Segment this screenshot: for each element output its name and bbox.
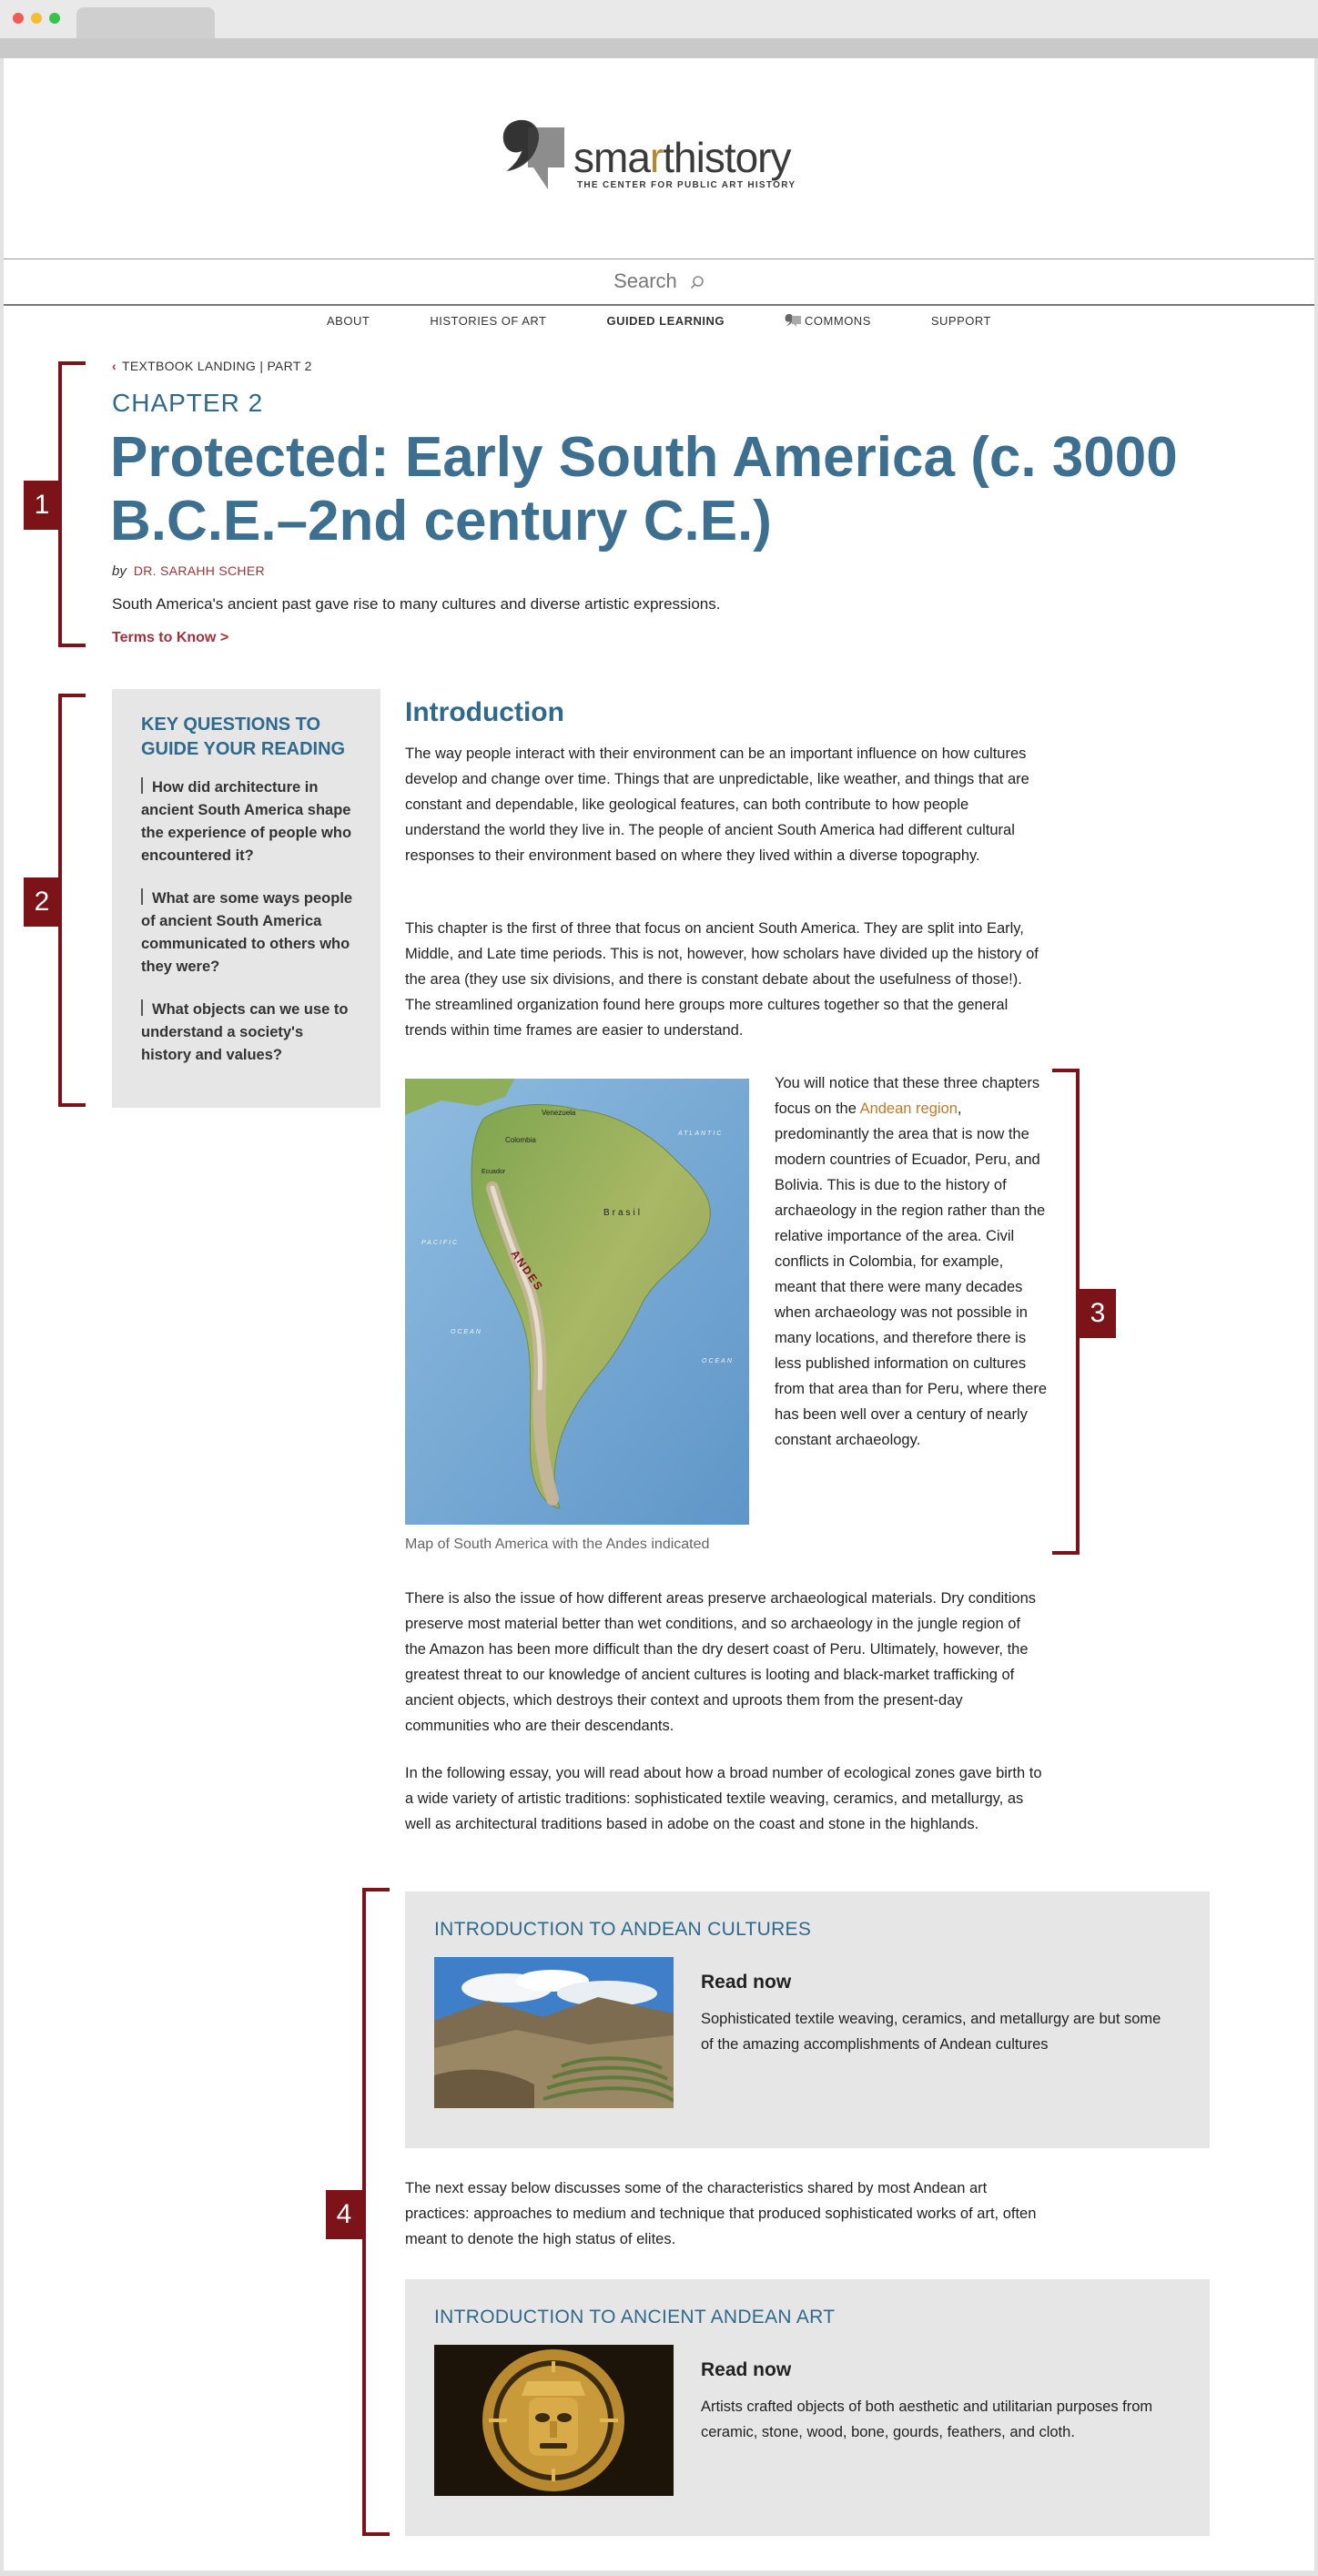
golden-mask-image[interactable]: [434, 2345, 674, 2496]
frame-border-right: [1314, 58, 1318, 2576]
browser-tab[interactable]: [76, 7, 215, 38]
site-logo[interactable]: [501, 118, 819, 200]
nav-item-support[interactable]: SUPPORT: [930, 314, 991, 328]
map-label-venezuela: Venezuela: [542, 1109, 576, 1117]
map-label-andes: ANDES: [508, 1247, 546, 1294]
section-heading-introduction: Introduction: [405, 697, 564, 727]
close-window-icon[interactable]: [13, 13, 24, 24]
map-label-atlantic: ATLANTIC: [678, 1131, 724, 1137]
article-paragraph-5: In the following essay, you will read about how a broad number of ecological zones gave birth to a wide variety of artistic traditions: sophisticated textile weaving, ceramics, and metallurgy, as well as architectural traditions based in adobe on the coast and stone in the highlands.: [405, 1765, 1042, 1832]
key-question-item: What objects can we use to understand a society's history and values?: [141, 1001, 349, 1063]
article-paragraph-2: This chapter is the first of three that focus on ancient South America. They are split into Early, Middle, and Late time periods. This is not, however, how scholars have divided up the history of the area (they use six divisions, and there is constant debate about the usefulness of those!). The streamlined organization found here groups more cultures together so that the general trends within time frames are easier to understand.: [405, 920, 1039, 1039]
annotation-marker-3: 3: [1080, 1289, 1116, 1338]
key-questions-title: KEY QUESTIONS TO GUIDE YOUR READING: [141, 715, 346, 759]
search-bar[interactable]: [0, 269, 1318, 293]
key-question-item: What are some ways people of ancient South America communicated to others who they were?: [141, 890, 353, 975]
key-question-item: How did architecture in ancient South America shape the experience of people who encountered it?: [141, 779, 352, 864]
card-description: Sophisticated textile weaving, ceramics, and metallurgy are but some of the amazing accomplishments of Andean cultures: [701, 2011, 1161, 2053]
andean-terraces-image[interactable]: [434, 1957, 674, 2108]
search-divider-bottom: [4, 304, 1314, 306]
quote-bar-icon: [141, 777, 143, 794]
article-paragraph-4: There is also the issue of how different areas preserve archaeological materials. Dry conditions preserve most material better than wet conditions, and so archaeology in the jungle region of the Amazon has been more difficult than the dry desert coast of Peru. Ultimately, however, the greatest threat to our knowledge of ancient cultures is looting and black-market trafficking of ancient objects, which destroys their context and uproots them from the present-day communities who are their descendants.: [405, 1590, 1037, 1734]
nav-item-commons-label: COMMONS: [805, 314, 871, 328]
andean-region-link[interactable]: Andean region: [859, 1100, 958, 1117]
byline-prefix: by: [112, 563, 127, 579]
speech-bubble-logo-icon: [501, 118, 566, 193]
map-caption: Map of South America with the Andes indicated: [405, 1536, 710, 1552]
frame-border-bottom: [0, 2571, 1318, 2576]
map-label-colombia: Colombia: [505, 1136, 536, 1144]
annotation-marker-2: 2: [24, 877, 60, 927]
nav-item-about[interactable]: ABOUT: [327, 314, 370, 328]
annotation-bracket-3: [1052, 1069, 1080, 1555]
terms-to-know-link[interactable]: Terms to Know >: [112, 630, 229, 645]
logo-tagline: THE CENTER FOR PUBLIC ART HISTORY: [577, 180, 796, 190]
map-label-pacific: PACIFIC: [421, 1240, 460, 1246]
frame-border-left: [0, 58, 4, 2576]
quote-bar-icon: [141, 999, 143, 1016]
key-questions-box: [112, 689, 380, 1108]
chapter-summary: South America's ancient past gave rise to many cultures and diverse artistic expressions.: [112, 595, 721, 613]
card-title[interactable]: INTRODUCTION TO ANDEAN CULTURES: [434, 1919, 812, 1940]
article-paragraph-6: The next essay below discusses some of the characteristics shared by most Andean art practices: approaches to medium and technique that produced sophisticated works of art, often meant to denote the high status of elites.: [405, 2180, 1037, 2247]
annotation-marker-1: 1: [24, 481, 60, 530]
annotation-bracket-2: [58, 694, 86, 1107]
browser-chrome: [0, 0, 1318, 58]
south-america-map[interactable]: [405, 1079, 749, 1525]
map-label-ecuador: Ecuador: [482, 1169, 506, 1175]
card-description: Artists crafted objects of both aesthetic and utilitarian purposes from ceramic, stone, wood, bone, gourds, feathers, and cloth.: [701, 2399, 1153, 2440]
article-paragraph-1: The way people interact with their environment can be an important influence on how cultures develop and change over time. Things that are unpredictable, like weather, and things that are constant and dependable, like geological features, can both contribute to how people understand the world they live in. The people of ancient South America had different cultural responses to their environment based on where they lived within a diverse topography.: [405, 745, 1029, 864]
article-paragraph-3: You will notice that these three chapters focus on the Andean region, predominantly the area that is now the modern countries of Ecuador, Peru, and Bolivia. This is due to the history of archaeology in the region rather than the relative importance of the area. Civil conflicts in Colombia, for example, meant that there were many decades when archaeology was not possible in many locations, and therefore there is less published information on cultures from that area than for Peru, where there has been well over a century of nearly constant archaeology.: [775, 1075, 1047, 1448]
annotation-marker-4: 4: [326, 2190, 362, 2239]
quote-bar-icon: [141, 888, 143, 905]
read-now-label[interactable]: Read now: [701, 1972, 792, 1993]
nav-item-commons[interactable]: [755, 314, 901, 328]
byline: [112, 563, 265, 579]
author-link[interactable]: DR. SARAHH SCHER: [133, 563, 265, 578]
browser-toolbar: [0, 38, 1318, 58]
nav-item-guided-learning[interactable]: GUIDED LEARNING: [606, 314, 725, 328]
card-title[interactable]: INTRODUCTION TO ANCIENT ANDEAN ART: [434, 2307, 836, 2328]
nav-item-histories-of-art[interactable]: HISTORIES OF ART: [430, 314, 547, 328]
search-input[interactable]: Search: [613, 269, 677, 292]
logo-wordmark: smarthistory: [573, 134, 791, 181]
breadcrumb[interactable]: [112, 359, 312, 373]
chevron-left-icon: ‹: [112, 359, 117, 373]
commons-icon: [785, 314, 801, 327]
minimize-window-icon[interactable]: [31, 13, 42, 24]
maximize-window-icon[interactable]: [49, 13, 60, 24]
map-label-brasil: Brasil: [603, 1208, 644, 1218]
read-now-card-andean-cultures[interactable]: [405, 1891, 1210, 2148]
annotation-bracket-1: [58, 361, 86, 647]
chapter-label: CHAPTER 2: [112, 389, 264, 417]
read-now-card-ancient-andean-art[interactable]: [405, 2279, 1210, 2536]
breadcrumb-label: TEXTBOOK LANDING | PART 2: [121, 359, 312, 373]
map-label-ocean-right: OCEAN: [702, 1358, 734, 1364]
page-title: Protected: Early South America (c. 3000 B.C.E.–2nd century C.E.): [110, 426, 1178, 553]
main-nav: [0, 314, 1318, 328]
search-icon[interactable]: [690, 275, 705, 289]
annotation-bracket-4: [362, 1888, 390, 2536]
read-now-label[interactable]: Read now: [701, 2359, 792, 2380]
map-label-ocean-left: OCEAN: [451, 1329, 482, 1335]
